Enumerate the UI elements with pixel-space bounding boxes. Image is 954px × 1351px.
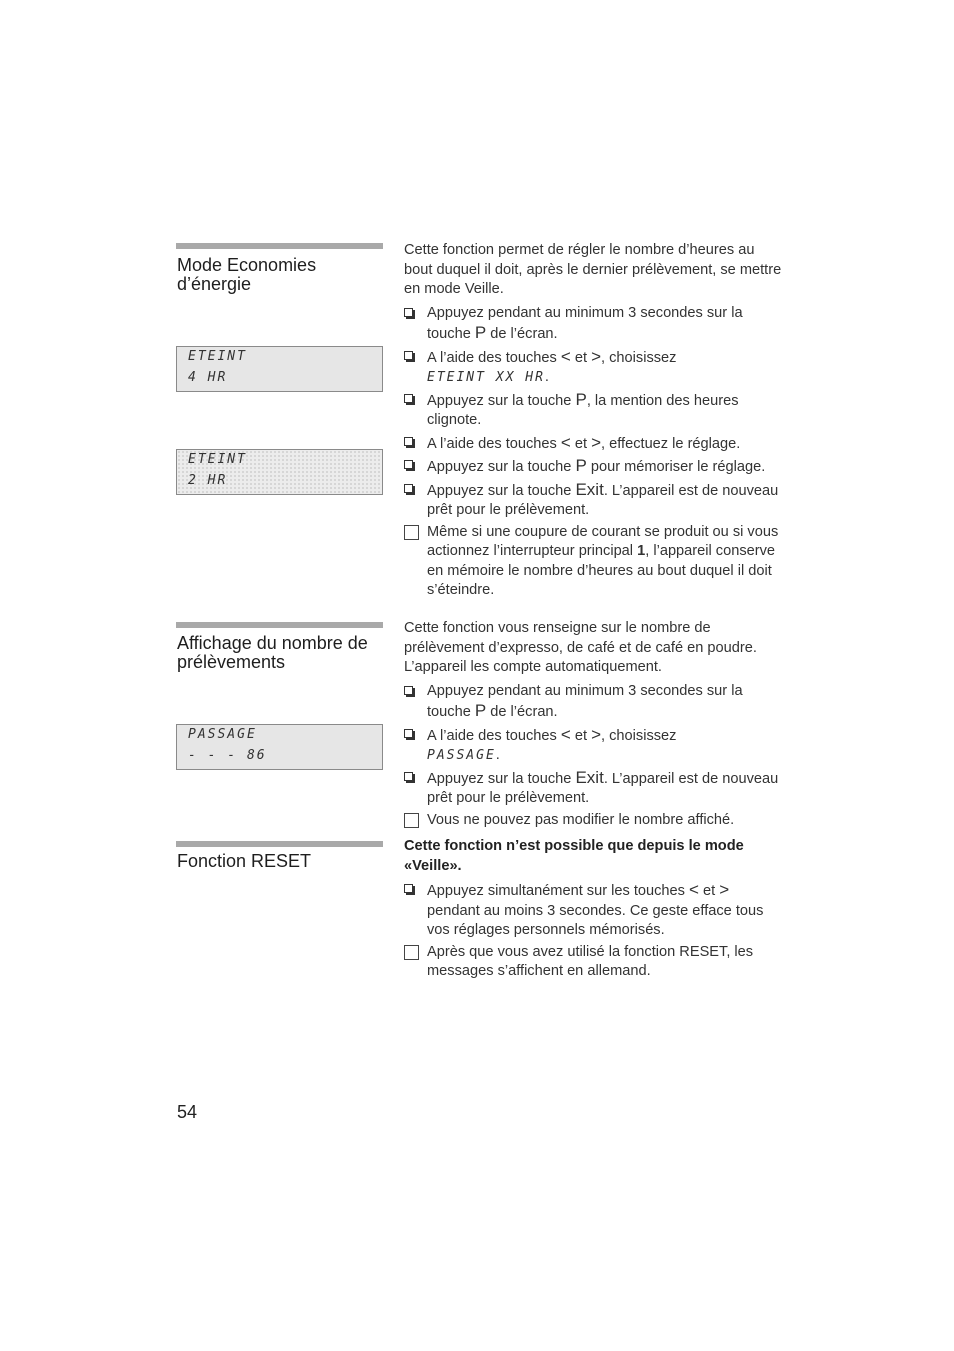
key-right: > [719, 880, 730, 899]
page-number: 54 [177, 1102, 198, 1122]
key-p: P [474, 323, 487, 342]
section-heading-reset: Fonction RESET [177, 851, 312, 871]
note-box-icon [404, 525, 419, 540]
key-right: > [591, 346, 602, 366]
lcd-display [176, 346, 383, 392]
display-text: PASSAGE [427, 748, 496, 763]
lcd-line: ETEINT [188, 452, 247, 467]
lcd-line: PASSAGE [188, 727, 257, 742]
list-item: A l’aide des touches < et >, effectuez le réglage. [404, 433, 782, 455]
list-item: Appuyez pendant au minimum 3 secondes sur la touche P de l’écran. [404, 304, 782, 345]
list-item: Appuyez sur la touche Exit. L’appareil est de nouveau prêt pour le prélèvement. [404, 480, 782, 521]
lcd-line: ETEINT [188, 349, 247, 364]
list-item: Appuyez simultanément sur les touches < et > pendant au moins 3 secondes. Ce geste efface tous vos réglages personnels mémorisés. [404, 880, 782, 941]
list-item: A l’aide des touches < et >, choisissez PASSAGE. [404, 725, 782, 766]
checkbox-bullet-icon [404, 686, 413, 695]
lcd-line: - - - 86 [188, 748, 267, 763]
intro-text: Cette fonction n’est possible que depuis le mode «Veille». [404, 838, 744, 874]
note-item: Après que vous avez utilisé la fonction RESET, les messages s’affichent en allemand. [404, 943, 782, 982]
note-box-icon [404, 945, 419, 960]
lcd-display [176, 724, 383, 770]
list-item: Appuyez pendant au minimum 3 secondes sur la touche P de l’écran. [404, 682, 782, 723]
note-item: Même si une coupure de courant se produit ou si vous actionnez l’interrupteur principal 1, l’appareil conserve en mémoire le nombre d’heures au bout duquel il doit s’éteindre. [404, 523, 782, 601]
checkbox-bullet-icon [404, 394, 413, 403]
section-rule [176, 622, 383, 628]
checkbox-bullet-icon [404, 437, 413, 446]
key-left: < [560, 346, 571, 366]
section-body-reset [404, 837, 782, 984]
list-item: Appuyez sur la touche P, la mention des heures clignote. [404, 390, 782, 431]
lcd-display [176, 449, 383, 495]
key-p: P [474, 701, 487, 720]
list-item: A l’aide des touches < et >, choisissez ETEINT XX HR. [404, 347, 782, 388]
section-heading-energy: Mode Economies d’énergie [177, 255, 317, 294]
note-item: Vous ne pouvez pas modifier le nombre affiché. [404, 811, 782, 831]
checkbox-bullet-icon [404, 460, 413, 469]
key-p: P [575, 456, 587, 475]
checkbox-bullet-icon [404, 484, 413, 493]
section-body-energy [404, 241, 782, 603]
key-exit: Exit [575, 479, 604, 499]
display-text: ETEINT XX HR [427, 370, 545, 385]
key-right: > [591, 724, 602, 744]
lcd-line: 4 HR [188, 370, 228, 385]
key-left: < [560, 432, 571, 452]
section-rule [176, 243, 383, 249]
note-box-icon [404, 813, 419, 828]
key-right: > [591, 432, 602, 452]
checkbox-bullet-icon [404, 308, 413, 317]
section-rule [176, 841, 383, 847]
checkbox-bullet-icon [404, 772, 413, 781]
section-body-counter [404, 619, 782, 832]
list-item: Appuyez sur la touche P pour mémoriser le réglage. [404, 456, 782, 478]
key-left: < [560, 724, 571, 744]
key-exit: Exit [575, 767, 604, 787]
intro-text: Cette fonction permet de régler le nombre d’heures au bout duquel il doit, après le dernier prélèvement, se mettre en mode Veille. [404, 242, 782, 297]
checkbox-bullet-icon [404, 884, 413, 893]
list-item: Appuyez sur la touche Exit. L’appareil est de nouveau prêt pour le prélèvement. [404, 768, 782, 809]
intro-text: Cette fonction vous renseigne sur le nombre de prélèvement d’expresso, de café et de café en poudre. L’appareil les compte automatiquement. [404, 620, 757, 675]
key-left: < [689, 880, 699, 899]
lcd-line: 2 HR [188, 473, 228, 488]
checkbox-bullet-icon [404, 351, 413, 360]
checkbox-bullet-icon [404, 729, 413, 738]
key-p: P [575, 389, 587, 409]
section-heading-counter: Affichage du nombre de prélèvements [177, 633, 368, 672]
